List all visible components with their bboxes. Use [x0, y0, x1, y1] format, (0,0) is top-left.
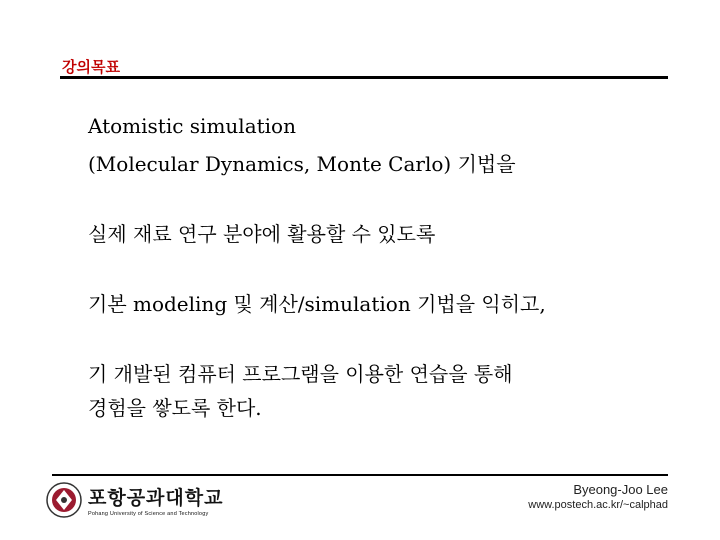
- body-line-2: (Molecular Dynamics, Monte Carlo) 기법을: [88, 152, 516, 176]
- slide-title: 강의목표: [62, 58, 120, 76]
- body-line-4: 기본 modeling 및 계산/simulation 기법을 익히고,: [88, 292, 546, 316]
- body-line-1: Atomistic simulation: [88, 114, 296, 138]
- author-name: Byeong-Joo Lee: [573, 482, 668, 497]
- body-line-5: 기 개발된 컴퓨터 프로그램을 이용한 연습을 통해: [88, 362, 513, 386]
- body-line-3: 실제 재료 연구 분야에 활용할 수 있도록: [88, 222, 436, 246]
- website-url[interactable]: www.postech.ac.kr/~calphad: [528, 499, 668, 511]
- university-name-korean: 포항공과대학교: [88, 487, 224, 509]
- university-emblem-icon: [46, 482, 82, 518]
- university-name-english: Pohang University of Science and Technology: [88, 511, 209, 517]
- footer-divider: [52, 474, 668, 476]
- university-logo: [88, 483, 223, 517]
- title-underline: [60, 76, 668, 79]
- body-line-6: 경험을 쌓도록 한다.: [88, 396, 262, 420]
